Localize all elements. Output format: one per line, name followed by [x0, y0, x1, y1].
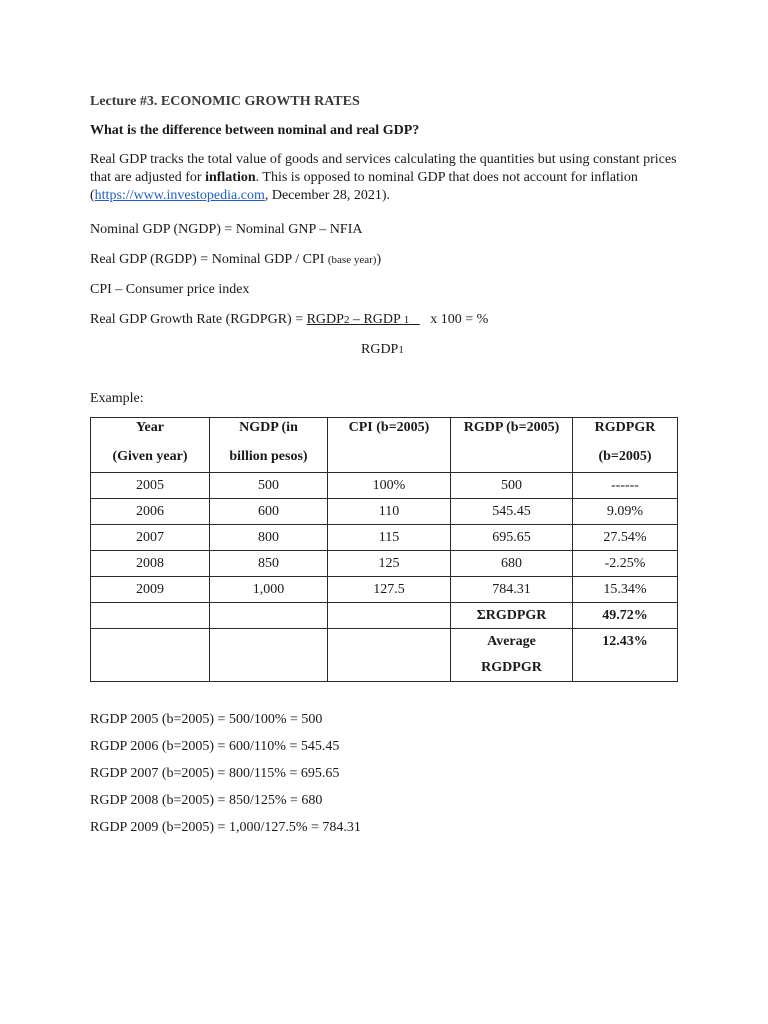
- computation-line: RGDP 2005 (b=2005) = 500/100% = 500: [90, 712, 323, 727]
- cell-rgdp: 500: [451, 473, 573, 499]
- cell-rgdpgr: -2.25%: [573, 551, 678, 577]
- paragraph-bold-inflation: inflation: [205, 170, 256, 185]
- formula-growth-rate: [90, 312, 488, 328]
- cell-cpi: 110: [328, 499, 451, 525]
- example-label: Example:: [90, 391, 144, 406]
- paragraph-text-1: Real GDP tracks the total value of goods and services calculating the quantities but using constant prices that are adjusted for: [90, 152, 677, 185]
- growth-prefix: Real GDP Growth Rate (RGDPGR) =: [90, 312, 307, 327]
- cell-cpi: 125: [328, 551, 451, 577]
- cell-rgdpgr: 9.09%: [573, 499, 678, 525]
- cell-empty: [210, 629, 328, 682]
- cell-empty: [91, 629, 210, 682]
- table-header-row: [91, 418, 678, 473]
- cell-ngdp: 850: [210, 551, 328, 577]
- table-row: [91, 525, 678, 551]
- cell-ngdp: 800: [210, 525, 328, 551]
- cell-rgdpgr: 15.34%: [573, 577, 678, 603]
- paragraph-text-2: . This is opposed to nominal GDP that does not account for inflation (: [90, 170, 638, 203]
- table-row: [91, 577, 678, 603]
- cell-empty: [210, 603, 328, 629]
- computation-line: RGDP 2007 (b=2005) = 800/115% = 695.65: [90, 766, 340, 781]
- cell-year: 2008: [91, 551, 210, 577]
- table-average-row: [91, 629, 678, 682]
- table-row: [91, 551, 678, 577]
- formula-rgdp-base-year: (base year): [327, 254, 377, 266]
- cell-year: 2009: [91, 577, 210, 603]
- cell-rgdpgr: ------: [573, 473, 678, 499]
- cell-empty: [328, 603, 451, 629]
- cell-ngdp: 600: [210, 499, 328, 525]
- lecture-title: Lecture #3. ECONOMIC GROWTH RATES: [90, 94, 360, 109]
- cell-year: 2007: [91, 525, 210, 551]
- computation-line: RGDP 2006 (b=2005) = 600/110% = 545.45: [90, 739, 340, 754]
- formula-rgdp-close: ): [376, 252, 382, 267]
- computation-line: RGDP 2008 (b=2005) = 850/125% = 680: [90, 793, 323, 808]
- definition-paragraph: [90, 151, 680, 205]
- cell-average-value: 12.43%: [573, 629, 678, 682]
- cell-cpi: 115: [328, 525, 451, 551]
- cell-rgdp: 784.31: [451, 577, 573, 603]
- header-cpi: CPI (b=2005): [328, 418, 451, 473]
- cell-rgdp: 695.65: [451, 525, 573, 551]
- table-row: [91, 473, 678, 499]
- growth-denominator: RGDP1: [361, 342, 404, 357]
- cell-cpi: 100%: [328, 473, 451, 499]
- cell-cpi: 127.5: [328, 577, 451, 603]
- investopedia-link[interactable]: https://www.investopedia.com: [94, 188, 265, 203]
- cell-empty: [91, 603, 210, 629]
- formula-rgdp-main: Real GDP (RGDP) = Nominal GDP / CPI: [90, 252, 328, 267]
- cell-rgdp: 545.45: [451, 499, 573, 525]
- table-sum-row: [91, 603, 678, 629]
- cell-average-label: Average RGDPGR: [451, 629, 573, 682]
- cell-rgdpgr: 27.54%: [573, 525, 678, 551]
- header-ngdp: NGDP (in billion pesos): [210, 418, 328, 473]
- cell-year: 2005: [91, 473, 210, 499]
- section-question: What is the difference between nominal and real GDP?: [90, 123, 420, 138]
- formula-ngdp: Nominal GDP (NGDP) = Nominal GNP – NFIA: [90, 222, 363, 237]
- growth-suffix: x 100 = %: [430, 312, 489, 327]
- growth-numerator: RGDP2 – RGDP 1: [306, 312, 410, 327]
- cell-sum-label: ΣRGDPGR: [451, 603, 573, 629]
- cell-ngdp: 1,000: [210, 577, 328, 603]
- cpi-definition: CPI – Consumer price index: [90, 282, 250, 297]
- gdp-table: [90, 417, 678, 682]
- header-rgdp: RGDP (b=2005): [451, 418, 573, 473]
- cell-sum-value: 49.72%: [573, 603, 678, 629]
- paragraph-text-3: , December 28, 2021).: [264, 188, 391, 203]
- cell-rgdp: 680: [451, 551, 573, 577]
- table-row: [91, 499, 678, 525]
- cell-year: 2006: [91, 499, 210, 525]
- cell-empty: [328, 629, 451, 682]
- header-year: Year (Given year): [91, 418, 210, 473]
- cell-ngdp: 500: [210, 473, 328, 499]
- header-rgdpgr: RGDPGR (b=2005): [573, 418, 678, 473]
- formula-rgdp: [90, 252, 381, 268]
- computation-line: RGDP 2009 (b=2005) = 1,000/127.5% = 784.31: [90, 820, 361, 835]
